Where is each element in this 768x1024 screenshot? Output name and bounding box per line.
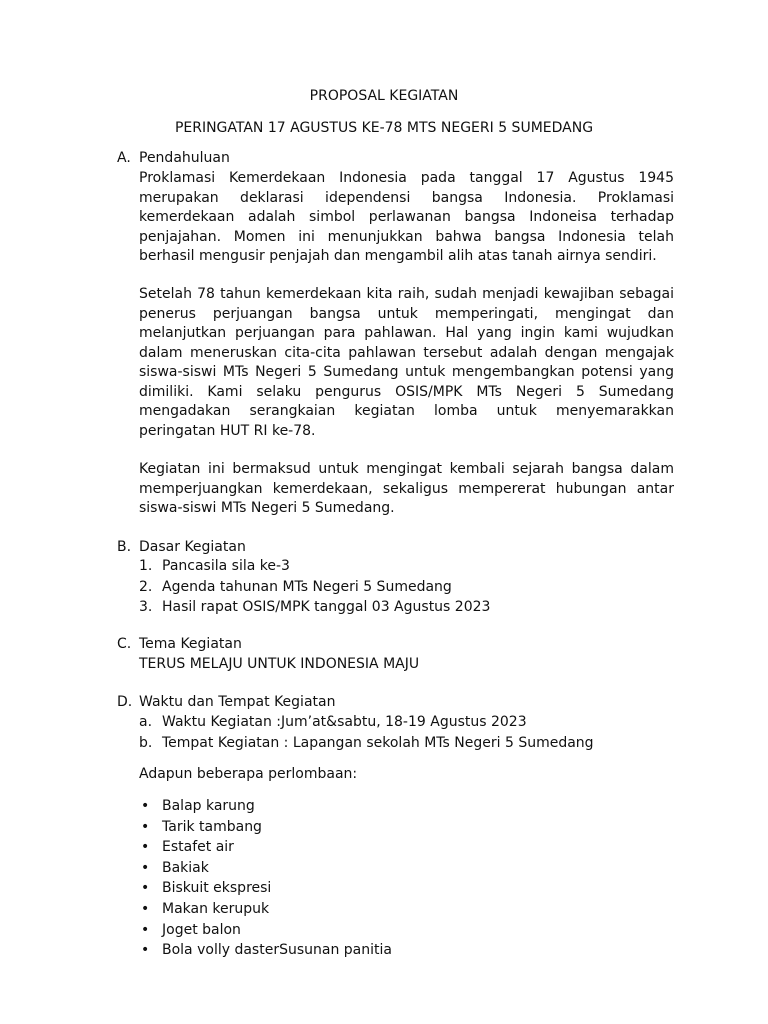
list-item-text: Bakiak <box>162 859 209 876</box>
bullet-icon: • <box>141 900 150 917</box>
waktu-tempat-list <box>139 713 679 754</box>
section-letter: A. <box>117 150 131 166</box>
paragraph: Setelah 78 tahun kemerdekaan kita raih, sudah menjadi kewajiban sebagai penerus perjuangan bangsa untuk memperingati, mengingat dan melanjutkan perjuangan para pahlawan. Hal yang ingin kami wujudkan dalam meneruskan cita-cita pahlawan tersebut adalah dengan mengajak siswa-siswi MTs Negeri 5 Sumedang untuk mengembangkan potensi yang dimiliki. Kami selaku pengurus OSIS/MPK MTs Negeri 5 Sumedang mengadakan serangkaian kegiatan lomba untuk menyemarakkan peringatan HUT RI ke-78. <box>139 286 674 439</box>
section-a-paragraph-3 <box>139 460 674 519</box>
list-item <box>139 578 679 599</box>
list-item-text: Tarik tambang <box>162 818 262 835</box>
list-item-text: Waktu Kegiatan :Jum’at&sabtu, 18-19 Agustus 2023 <box>162 714 527 730</box>
list-item <box>139 818 679 839</box>
bullet-icon: • <box>141 942 150 959</box>
competition-list <box>139 797 679 962</box>
list-item <box>139 900 679 921</box>
section-a-heading <box>117 149 677 169</box>
list-item-text: Estafet air <box>162 839 234 856</box>
list-item-text: Makan kerupuk <box>162 900 270 917</box>
list-item-text: Hasil rapat OSIS/MPK tanggal 03 Agustus 2023 <box>162 599 491 615</box>
paragraph: Kegiatan ini bermaksud untuk mengingat kembali sejarah bangsa dalam memperjuangkan kemerdekaan, sekaligus mempererat hubungan antar siswa-siswi MTs Negeri 5 Sumedang. <box>139 461 674 516</box>
competitions-intro: Adapun beberapa perlombaan: <box>139 766 358 782</box>
list-letter: b. <box>139 734 153 751</box>
list-number: 2. <box>139 578 153 595</box>
bullet-icon: • <box>141 839 150 856</box>
list-item <box>139 838 679 859</box>
document-subtitle: PERINGATAN 17 AGUSTUS KE-78 MTS NEGERI 5 SUMEDANG <box>174 120 594 136</box>
list-item-text: Balap karung <box>162 798 255 814</box>
bullet-icon: • <box>141 798 150 814</box>
list-item <box>139 879 679 900</box>
list-item-text: Bola volly dasterSusunan panitia <box>162 942 392 959</box>
section-title: Pendahuluan <box>139 150 230 166</box>
list-item <box>139 921 679 942</box>
section-title: Tema Kegiatan <box>139 636 242 652</box>
list-item <box>139 859 679 880</box>
dasar-kegiatan-list <box>139 557 679 619</box>
list-number: 3. <box>139 599 153 615</box>
bullet-icon: • <box>141 880 150 897</box>
section-letter: D. <box>117 694 133 710</box>
list-item-text: Biskuit ekspresi <box>162 880 272 897</box>
list-item <box>139 797 679 818</box>
section-c-heading <box>117 635 677 655</box>
tema-kegiatan-text: TERUS MELAJU UNTUK INDONESIA MAJU <box>139 656 420 672</box>
list-item <box>139 734 679 755</box>
section-b-heading <box>117 538 677 558</box>
section-letter: B. <box>117 539 132 555</box>
list-letter: a. <box>139 714 153 730</box>
bullet-icon: • <box>141 859 150 876</box>
list-item <box>139 713 679 734</box>
list-number: 1. <box>139 558 153 574</box>
list-item <box>139 598 679 619</box>
document-title: PROPOSAL KEGIATAN <box>309 88 459 104</box>
paragraph: Proklamasi Kemerdekaan Indonesia pada tanggal 17 Agustus 1945 merupakan deklarasi idependensi bangsa Indonesia. Proklamasi kemerdekaan adalah simbol perlawanan bangsa Indoneisa terhadap penjajahan. Momen ini menunjukkan bahwa bangsa Indonesia telah berhasil mengusir penjajah dan mengambil alih atas tanah airnya sendiri. <box>139 170 674 264</box>
bullet-icon: • <box>141 921 150 938</box>
list-item-text: Agenda tahunan MTs Negeri 5 Sumedang <box>162 578 452 595</box>
list-item-text: Tempat Kegiatan : Lapangan sekolah MTs Negeri 5 Sumedang <box>162 734 594 751</box>
section-d-heading <box>117 693 677 713</box>
list-item <box>139 557 679 578</box>
list-item-text: Joget balon <box>162 921 241 938</box>
section-a-paragraph-2 <box>139 285 674 441</box>
list-item <box>139 941 679 962</box>
section-title: Dasar Kegiatan <box>139 539 246 555</box>
section-a-paragraph-1 <box>139 169 674 267</box>
section-title: Waktu dan Tempat Kegiatan <box>139 694 336 710</box>
section-letter: C. <box>117 636 132 652</box>
list-item-text: Pancasila sila ke-3 <box>162 558 290 574</box>
bullet-icon: • <box>141 818 150 835</box>
